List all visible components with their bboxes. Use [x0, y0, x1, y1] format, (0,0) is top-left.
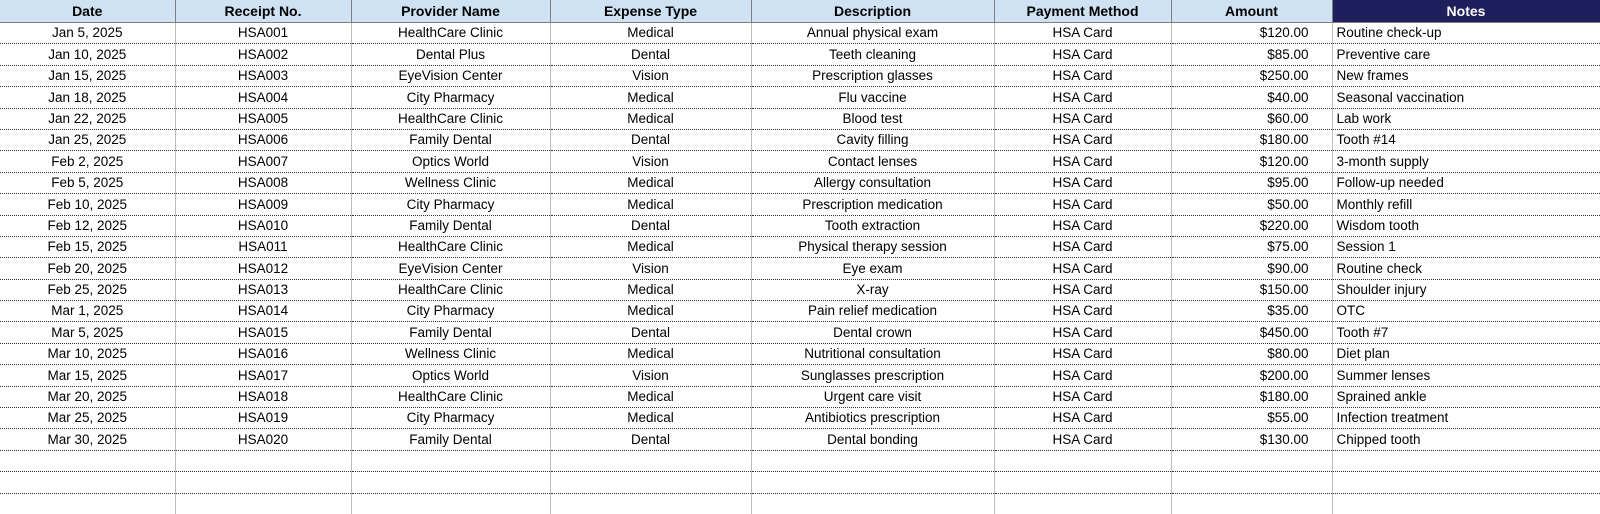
cell-payment-method[interactable]: HSA Card [994, 322, 1171, 343]
cell-provider-name[interactable]: HealthCare Clinic [351, 279, 550, 300]
cell-receipt-no[interactable]: HSA012 [175, 258, 351, 279]
cell-amount[interactable]: $95.00 [1171, 172, 1332, 193]
cell-description[interactable]: Pain relief medication [751, 301, 994, 322]
cell-receipt-no[interactable]: HSA009 [175, 194, 351, 215]
cell-expense-type[interactable]: Medical [550, 386, 751, 407]
cell-notes[interactable]: Routine check-up [1332, 23, 1600, 44]
cell-amount[interactable]: $450.00 [1171, 322, 1332, 343]
empty-cell[interactable] [0, 472, 175, 493]
cell-date[interactable]: Feb 10, 2025 [0, 194, 175, 215]
cell-receipt-no[interactable]: HSA010 [175, 215, 351, 236]
cell-notes[interactable]: Monthly refill [1332, 194, 1600, 215]
cell-amount[interactable]: $250.00 [1171, 65, 1332, 86]
cell-notes[interactable]: Chipped tooth [1332, 429, 1600, 450]
cell-provider-name[interactable]: EyeVision Center [351, 65, 550, 86]
cell-payment-method[interactable]: HSA Card [994, 129, 1171, 150]
cell-notes[interactable]: OTC [1332, 301, 1600, 322]
cell-expense-type[interactable]: Medical [550, 343, 751, 364]
table-row [0, 65, 1600, 86]
table-body [0, 23, 1600, 514]
cell-expense-type[interactable]: Vision [550, 151, 751, 172]
header-payment-method[interactable]: Payment Method [994, 0, 1171, 23]
cell-provider-name[interactable]: Optics World [351, 151, 550, 172]
cell-provider-name[interactable]: Family Dental [351, 429, 550, 450]
cell-receipt-no[interactable]: HSA013 [175, 279, 351, 300]
empty-cell[interactable] [751, 450, 994, 471]
cell-payment-method[interactable]: HSA Card [994, 44, 1171, 65]
cell-receipt-no[interactable]: HSA003 [175, 65, 351, 86]
cell-date[interactable]: Feb 12, 2025 [0, 215, 175, 236]
cell-payment-method[interactable]: HSA Card [994, 279, 1171, 300]
empty-cell[interactable] [751, 493, 994, 514]
cell-description[interactable]: Sunglasses prescription [751, 365, 994, 386]
cell-date[interactable]: Feb 5, 2025 [0, 172, 175, 193]
cell-receipt-no[interactable]: HSA011 [175, 236, 351, 257]
empty-cell[interactable] [1171, 493, 1332, 514]
cell-provider-name[interactable]: City Pharmacy [351, 408, 550, 429]
empty-cell[interactable] [175, 472, 351, 493]
empty-row [0, 493, 1600, 514]
header-receipt-no[interactable]: Receipt No. [175, 0, 351, 23]
cell-receipt-no[interactable]: HSA017 [175, 365, 351, 386]
cell-receipt-no[interactable]: HSA006 [175, 129, 351, 150]
table-row [0, 365, 1600, 386]
cell-description[interactable]: Blood test [751, 108, 994, 129]
cell-expense-type[interactable]: Dental [550, 322, 751, 343]
cell-amount[interactable]: $90.00 [1171, 258, 1332, 279]
header-notes[interactable]: Notes [1332, 0, 1600, 23]
empty-cell[interactable] [994, 472, 1171, 493]
header-row [0, 0, 1600, 23]
cell-expense-type[interactable]: Medical [550, 279, 751, 300]
empty-cell[interactable] [550, 472, 751, 493]
cell-description[interactable]: Prescription medication [751, 194, 994, 215]
empty-cell[interactable] [994, 493, 1171, 514]
cell-notes[interactable]: Shoulder injury [1332, 279, 1600, 300]
cell-payment-method[interactable]: HSA Card [994, 258, 1171, 279]
cell-payment-method[interactable]: HSA Card [994, 151, 1171, 172]
empty-cell[interactable] [175, 450, 351, 471]
cell-notes[interactable]: Preventive care [1332, 44, 1600, 65]
cell-description[interactable]: Antibiotics prescription [751, 408, 994, 429]
cell-expense-type[interactable]: Vision [550, 65, 751, 86]
empty-cell[interactable] [175, 493, 351, 514]
cell-description[interactable]: Prescription glasses [751, 65, 994, 86]
cell-notes[interactable]: Wisdom tooth [1332, 215, 1600, 236]
cell-date[interactable]: Feb 25, 2025 [0, 279, 175, 300]
cell-payment-method[interactable]: HSA Card [994, 23, 1171, 44]
cell-provider-name[interactable]: Wellness Clinic [351, 343, 550, 364]
cell-description[interactable]: Allergy consultation [751, 172, 994, 193]
cell-date[interactable]: Jan 5, 2025 [0, 23, 175, 44]
cell-amount[interactable]: $55.00 [1171, 408, 1332, 429]
table-row [0, 87, 1600, 108]
cell-description[interactable]: Cavity filling [751, 129, 994, 150]
cell-provider-name[interactable]: City Pharmacy [351, 301, 550, 322]
cell-expense-type[interactable]: Dental [550, 429, 751, 450]
empty-cell[interactable] [1171, 450, 1332, 471]
cell-provider-name[interactable]: Wellness Clinic [351, 172, 550, 193]
cell-notes[interactable]: Tooth #7 [1332, 322, 1600, 343]
cell-description[interactable]: Flu vaccine [751, 87, 994, 108]
cell-notes[interactable]: Sprained ankle [1332, 386, 1600, 407]
cell-date[interactable]: Jan 22, 2025 [0, 108, 175, 129]
cell-provider-name[interactable]: Family Dental [351, 322, 550, 343]
cell-notes[interactable]: Follow-up needed [1332, 172, 1600, 193]
cell-payment-method[interactable]: HSA Card [994, 172, 1171, 193]
cell-date[interactable]: Jan 15, 2025 [0, 65, 175, 86]
cell-expense-type[interactable]: Medical [550, 172, 751, 193]
cell-receipt-no[interactable]: HSA015 [175, 322, 351, 343]
cell-amount[interactable]: $35.00 [1171, 301, 1332, 322]
cell-receipt-no[interactable]: HSA020 [175, 429, 351, 450]
cell-description[interactable]: Dental bonding [751, 429, 994, 450]
cell-notes[interactable]: Diet plan [1332, 343, 1600, 364]
cell-description[interactable]: Physical therapy session [751, 236, 994, 257]
empty-cell[interactable] [1332, 450, 1600, 471]
table-row [0, 322, 1600, 343]
empty-cell[interactable] [351, 493, 550, 514]
cell-expense-type[interactable]: Vision [550, 258, 751, 279]
cell-payment-method[interactable]: HSA Card [994, 365, 1171, 386]
empty-cell[interactable] [994, 450, 1171, 471]
cell-payment-method[interactable]: HSA Card [994, 343, 1171, 364]
cell-notes[interactable]: Tooth #14 [1332, 129, 1600, 150]
empty-cell[interactable] [1332, 493, 1600, 514]
cell-expense-type[interactable]: Dental [550, 215, 751, 236]
cell-amount[interactable]: $80.00 [1171, 343, 1332, 364]
table-row [0, 386, 1600, 407]
cell-amount[interactable]: $75.00 [1171, 236, 1332, 257]
cell-receipt-no[interactable]: HSA005 [175, 108, 351, 129]
empty-cell[interactable] [351, 472, 550, 493]
empty-cell[interactable] [0, 493, 175, 514]
cell-payment-method[interactable]: HSA Card [994, 215, 1171, 236]
cell-notes[interactable]: Summer lenses [1332, 365, 1600, 386]
cell-description[interactable]: Eye exam [751, 258, 994, 279]
cell-provider-name[interactable]: HealthCare Clinic [351, 23, 550, 44]
cell-provider-name[interactable]: Optics World [351, 365, 550, 386]
cell-receipt-no[interactable]: HSA001 [175, 23, 351, 44]
cell-receipt-no[interactable]: HSA018 [175, 386, 351, 407]
cell-expense-type[interactable]: Dental [550, 44, 751, 65]
cell-payment-method[interactable]: HSA Card [994, 65, 1171, 86]
empty-cell[interactable] [351, 450, 550, 471]
table-row [0, 408, 1600, 429]
cell-notes[interactable]: Lab work [1332, 108, 1600, 129]
cell-description[interactable]: Annual physical exam [751, 23, 994, 44]
cell-amount[interactable]: $40.00 [1171, 87, 1332, 108]
cell-provider-name[interactable]: Family Dental [351, 215, 550, 236]
cell-date[interactable]: Mar 30, 2025 [0, 429, 175, 450]
table-row [0, 129, 1600, 150]
table-row [0, 151, 1600, 172]
cell-date[interactable]: Feb 2, 2025 [0, 151, 175, 172]
table-row [0, 343, 1600, 364]
cell-notes[interactable]: 3-month supply [1332, 151, 1600, 172]
cell-provider-name[interactable]: City Pharmacy [351, 87, 550, 108]
cell-payment-method[interactable]: HSA Card [994, 408, 1171, 429]
table-row [0, 23, 1600, 44]
empty-cell[interactable] [550, 493, 751, 514]
cell-payment-method[interactable]: HSA Card [994, 429, 1171, 450]
empty-row [0, 472, 1600, 493]
cell-description[interactable]: Nutritional consultation [751, 343, 994, 364]
table-row [0, 194, 1600, 215]
cell-payment-method[interactable]: HSA Card [994, 87, 1171, 108]
table-row [0, 429, 1600, 450]
cell-date[interactable]: Mar 25, 2025 [0, 408, 175, 429]
cell-expense-type[interactable]: Medical [550, 23, 751, 44]
cell-receipt-no[interactable]: HSA016 [175, 343, 351, 364]
cell-receipt-no[interactable]: HSA019 [175, 408, 351, 429]
cell-date[interactable]: Mar 1, 2025 [0, 301, 175, 322]
cell-amount[interactable]: $180.00 [1171, 386, 1332, 407]
cell-date[interactable]: Feb 20, 2025 [0, 258, 175, 279]
cell-description[interactable]: Teeth cleaning [751, 44, 994, 65]
cell-date[interactable]: Jan 10, 2025 [0, 44, 175, 65]
cell-provider-name[interactable]: Dental Plus [351, 44, 550, 65]
table-row [0, 215, 1600, 236]
header-date[interactable]: Date [0, 0, 175, 23]
cell-payment-method[interactable]: HSA Card [994, 236, 1171, 257]
table-row [0, 279, 1600, 300]
cell-notes[interactable]: Session 1 [1332, 236, 1600, 257]
cell-date[interactable]: Jan 25, 2025 [0, 129, 175, 150]
cell-receipt-no[interactable]: HSA002 [175, 44, 351, 65]
cell-description[interactable]: Tooth extraction [751, 215, 994, 236]
cell-notes[interactable]: Routine check [1332, 258, 1600, 279]
cell-description[interactable]: Contact lenses [751, 151, 994, 172]
table-row [0, 172, 1600, 193]
header-provider-name[interactable]: Provider Name [351, 0, 550, 23]
cell-provider-name[interactable]: EyeVision Center [351, 258, 550, 279]
cell-amount[interactable]: $200.00 [1171, 365, 1332, 386]
cell-expense-type[interactable]: Medical [550, 408, 751, 429]
cell-expense-type[interactable]: Dental [550, 129, 751, 150]
header-expense-type[interactable]: Expense Type [550, 0, 751, 23]
cell-expense-type[interactable]: Medical [550, 87, 751, 108]
cell-notes[interactable]: Infection treatment [1332, 408, 1600, 429]
table-row [0, 44, 1600, 65]
cell-provider-name[interactable]: HealthCare Clinic [351, 386, 550, 407]
cell-receipt-no[interactable]: HSA014 [175, 301, 351, 322]
cell-expense-type[interactable]: Medical [550, 108, 751, 129]
cell-receipt-no[interactable]: HSA008 [175, 172, 351, 193]
cell-expense-type[interactable]: Medical [550, 194, 751, 215]
cell-expense-type[interactable]: Vision [550, 365, 751, 386]
empty-cell[interactable] [751, 472, 994, 493]
cell-notes[interactable]: Seasonal vaccination [1332, 87, 1600, 108]
cell-expense-type[interactable]: Medical [550, 301, 751, 322]
cell-amount[interactable]: $120.00 [1171, 151, 1332, 172]
cell-amount[interactable]: $130.00 [1171, 429, 1332, 450]
table-row [0, 258, 1600, 279]
cell-expense-type[interactable]: Medical [550, 236, 751, 257]
cell-amount[interactable]: $60.00 [1171, 108, 1332, 129]
cell-date[interactable]: Mar 15, 2025 [0, 365, 175, 386]
empty-cell[interactable] [550, 450, 751, 471]
cell-payment-method[interactable]: HSA Card [994, 386, 1171, 407]
cell-receipt-no[interactable]: HSA004 [175, 87, 351, 108]
cell-payment-method[interactable]: HSA Card [994, 301, 1171, 322]
empty-row [0, 450, 1600, 471]
cell-description[interactable]: Dental crown [751, 322, 994, 343]
cell-date[interactable]: Mar 10, 2025 [0, 343, 175, 364]
cell-date[interactable]: Feb 15, 2025 [0, 236, 175, 257]
cell-date[interactable]: Jan 18, 2025 [0, 87, 175, 108]
cell-provider-name[interactable]: HealthCare Clinic [351, 236, 550, 257]
table-row [0, 236, 1600, 257]
cell-amount[interactable]: $120.00 [1171, 23, 1332, 44]
empty-cell[interactable] [1171, 472, 1332, 493]
empty-cell[interactable] [1332, 472, 1600, 493]
cell-date[interactable]: Mar 20, 2025 [0, 386, 175, 407]
cell-amount[interactable]: $50.00 [1171, 194, 1332, 215]
empty-cell[interactable] [0, 450, 175, 471]
cell-provider-name[interactable]: Family Dental [351, 129, 550, 150]
cell-provider-name[interactable]: HealthCare Clinic [351, 108, 550, 129]
cell-notes[interactable]: New frames [1332, 65, 1600, 86]
cell-date[interactable]: Mar 5, 2025 [0, 322, 175, 343]
cell-description[interactable]: Urgent care visit [751, 386, 994, 407]
cell-description[interactable]: X-ray [751, 279, 994, 300]
cell-amount[interactable]: $220.00 [1171, 215, 1332, 236]
cell-provider-name[interactable]: City Pharmacy [351, 194, 550, 215]
table-row [0, 301, 1600, 322]
cell-payment-method[interactable]: HSA Card [994, 194, 1171, 215]
cell-payment-method[interactable]: HSA Card [994, 108, 1171, 129]
table-row [0, 108, 1600, 129]
cell-amount[interactable]: $150.00 [1171, 279, 1332, 300]
cell-receipt-no[interactable]: HSA007 [175, 151, 351, 172]
cell-amount[interactable]: $180.00 [1171, 129, 1332, 150]
header-amount[interactable]: Amount [1171, 0, 1332, 23]
cell-amount[interactable]: $85.00 [1171, 44, 1332, 65]
header-description[interactable]: Description [751, 0, 994, 23]
